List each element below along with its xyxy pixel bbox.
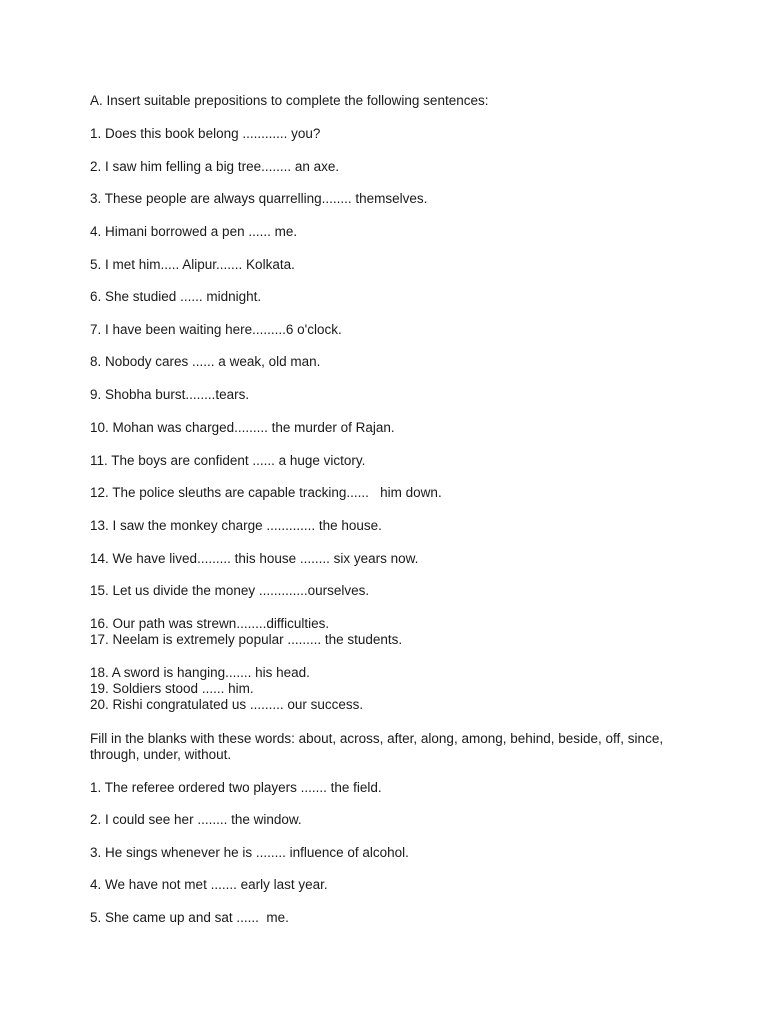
fill-blank-item: 2. I could see her ........ the window. [90, 812, 302, 827]
question-item: 19. Soldiers stood ...... him. [90, 681, 254, 696]
question-item: 5. I met him..... Alipur....... Kolkata. [90, 257, 295, 272]
question-item: 2. I saw him felling a big tree........ an axe. [90, 159, 340, 174]
question-item: 11. The boys are confident ...... a huge victory. [90, 453, 366, 468]
fill-blank-item: 5. She came up and sat ...... me. [90, 910, 289, 925]
question-item: 12. The police sleuths are capable tracking...... him down. [90, 485, 442, 500]
question-item: 7. I have been waiting here.........6 o'clock. [90, 322, 342, 337]
question-item: 10. Mohan was charged......... the murder of Rajan. [90, 420, 395, 435]
fill-blank-item: 3. He sings whenever he is ........ influence of alcohol. [90, 845, 409, 860]
question-item: 14. We have lived......... this house ........ six years now. [90, 551, 419, 566]
question-item: 1. Does this book belong ............ you? [90, 126, 321, 141]
question-item: 17. Neelam is extremely popular ......... the students. [90, 632, 403, 647]
question-item: 4. Himani borrowed a pen ...... me. [90, 224, 298, 239]
question-item: 13. I saw the monkey charge ............. the house. [90, 518, 382, 533]
fill-blank-item: 1. The referee ordered two players ....... the field. [90, 780, 382, 795]
question-item: 20. Rishi congratulated us ......... our success. [90, 697, 364, 712]
question-item: 8. Nobody cares ...... a weak, old man. [90, 354, 321, 369]
question-item: 18. A sword is hanging....... his head. [90, 665, 310, 680]
question-item: 6. She studied ...... midnight. [90, 289, 262, 304]
section-a-heading: A. Insert suitable prepositions to complete the following sentences: [90, 93, 489, 108]
question-item: 15. Let us divide the money .............ourselves. [90, 583, 370, 598]
question-item: 16. Our path was strewn........difficulties. [90, 616, 330, 631]
section-b-instruction: through, under, without. [90, 747, 232, 762]
question-item: 9. Shobha burst........tears. [90, 387, 250, 402]
question-item: 3. These people are always quarrelling........ themselves. [90, 191, 428, 206]
section-b-instruction: Fill in the blanks with these words: about, across, after, along, among, behind, beside, off, since, [90, 731, 664, 746]
fill-blank-item: 4. We have not met ....... early last year. [90, 877, 328, 892]
